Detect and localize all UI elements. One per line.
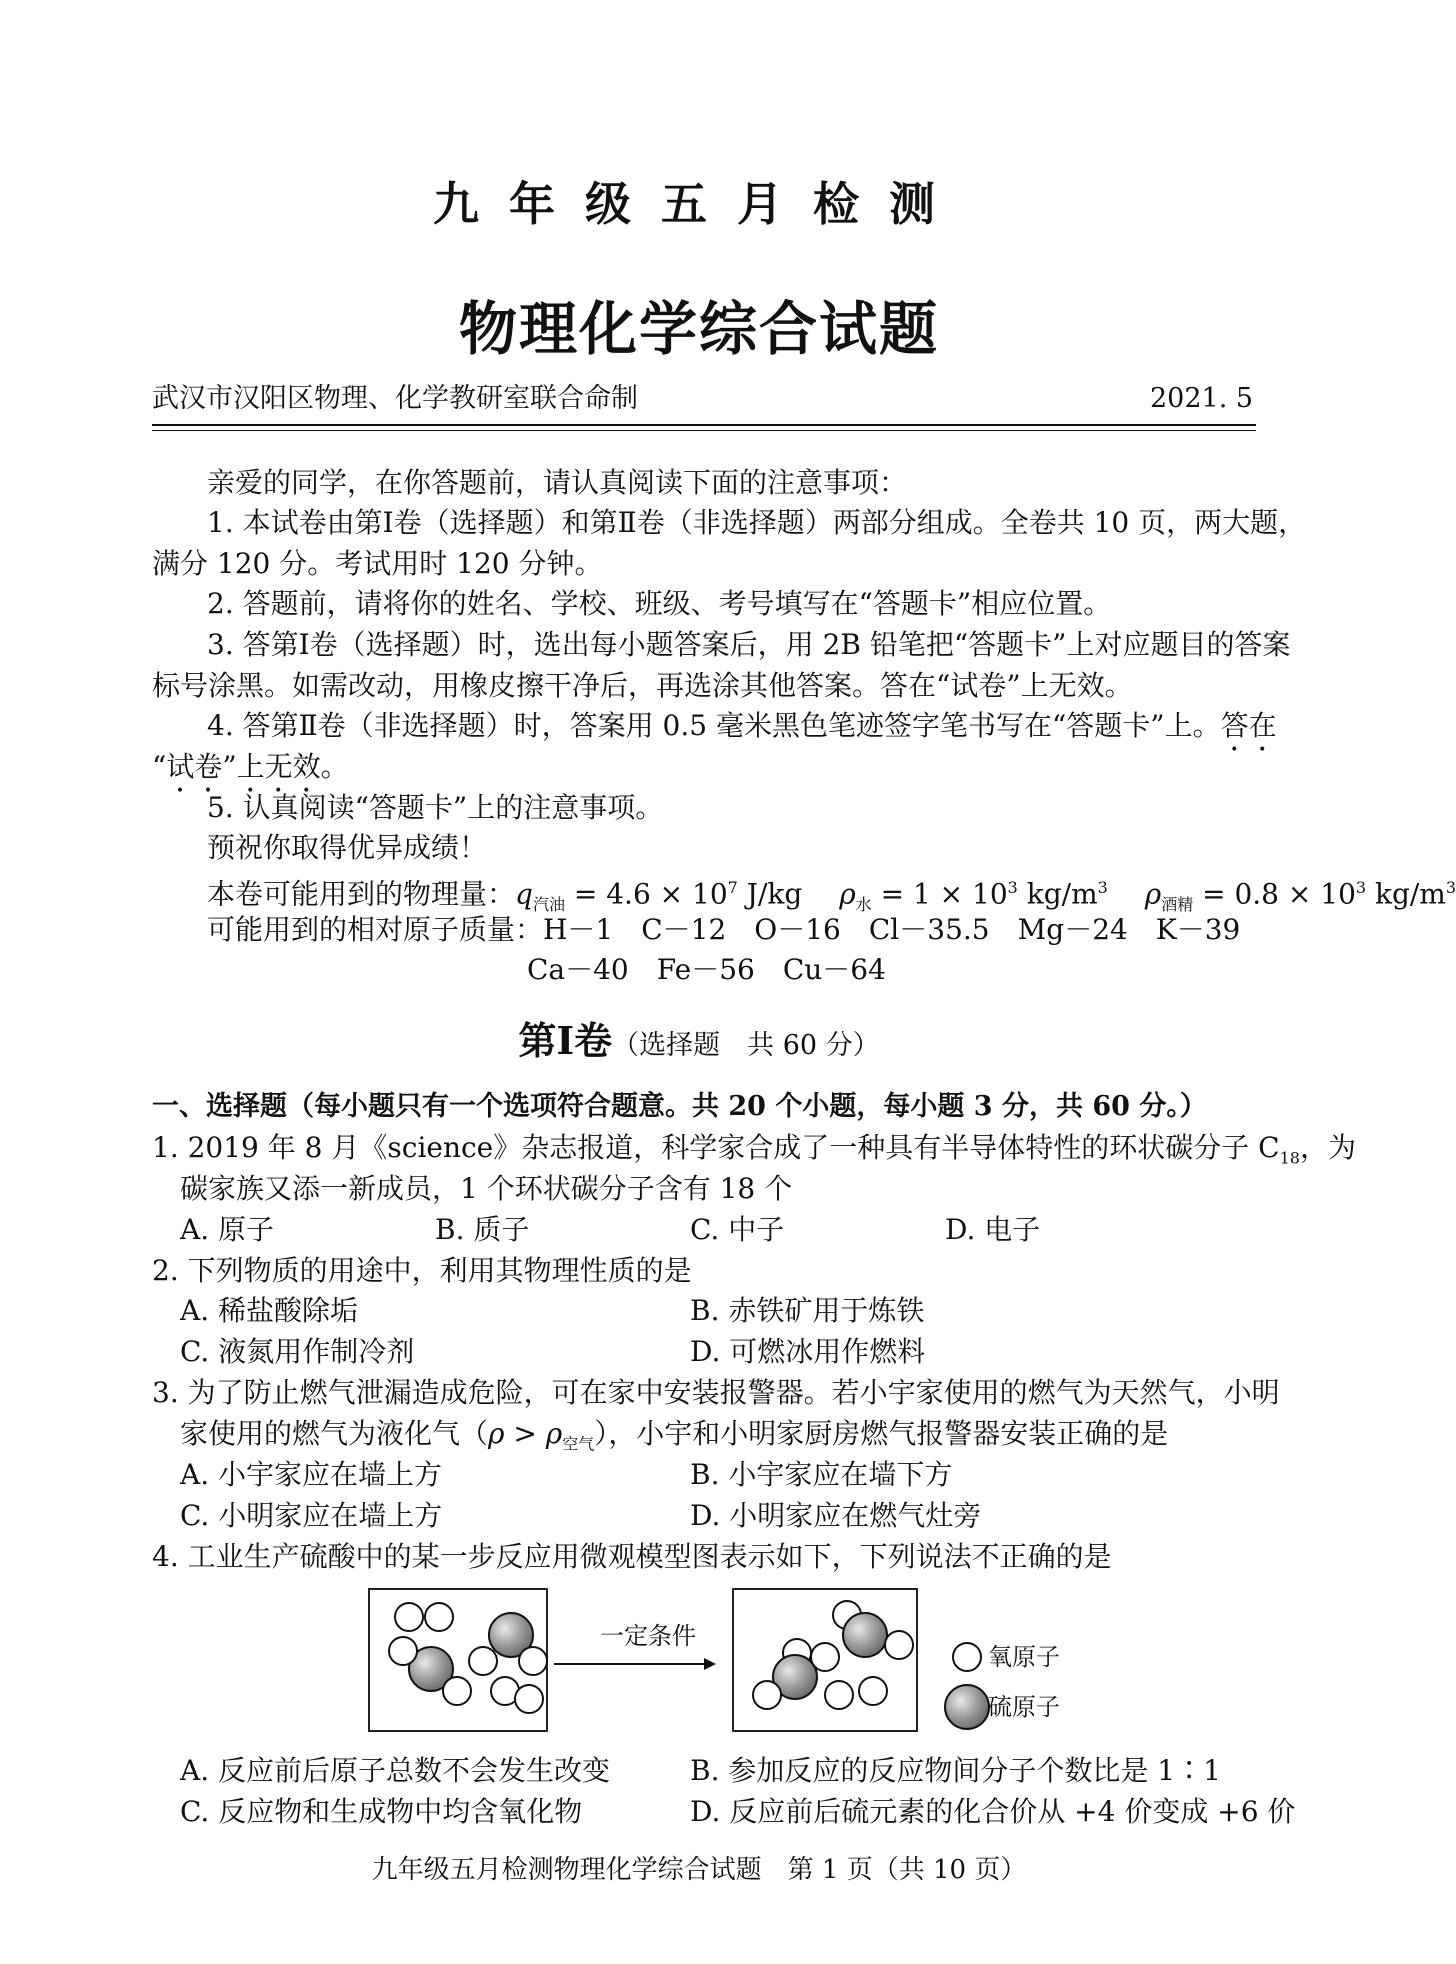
legend-oxygen-label: 氧原子	[988, 1643, 1060, 1671]
notice-item-5: 5. 认真阅读“答题卡”上的注意事项。	[207, 791, 664, 824]
section-heading: 一、选择题（每小题只有一个选项符合题意。共 20 个小题，每小题 3 分，共 60 分。）	[152, 1091, 1207, 1122]
oxygen-atom	[752, 1680, 782, 1710]
physics-label: 本卷可能用到的物理量：	[207, 877, 516, 911]
q-value: = 4.6 × 10	[564, 877, 728, 911]
question-3-subscript: 空气	[562, 1434, 595, 1454]
notice-wish: 预祝你取得优异成绩！	[207, 831, 488, 864]
notice-item-4a-text: 4. 答第Ⅱ卷（非选择题）时，答案用 0.5 毫米黑色笔迹签字笔书写在“答题卡”上。	[207, 709, 1221, 742]
rho-alcohol-exponent: 3	[1355, 878, 1367, 897]
oxygen-atom	[514, 1684, 544, 1714]
reaction-condition-label: 一定条件	[600, 1622, 696, 1650]
issuer-text: 武汉市汉阳区物理、化学教研室联合命制	[152, 383, 638, 414]
q-symbol: q	[515, 877, 533, 911]
oxygen-atom	[518, 1646, 548, 1676]
notice-intro: 亲爱的同学，在你答题前，请认真阅读下面的注意事项：	[207, 466, 908, 499]
notice-item-3a: 3. 答第Ⅰ卷（选择题）时，选出每小题答案后，用 2B 铅笔把“答题卡”上对应题目的答案	[207, 628, 1291, 661]
reactants-box	[368, 1588, 548, 1732]
notice-item-1a: 1. 本试卷由第Ⅰ卷（选择题）和第Ⅱ卷（非选择题）两部分组成。全卷共 10 页，两大题，	[207, 506, 1307, 539]
question-1-option-a: A. 原子	[180, 1213, 275, 1246]
question-2-text: 2. 下列物质的用途中，利用其物理性质的是	[152, 1254, 692, 1287]
question-3-text: 家使用的燃气为液化气（	[180, 1417, 489, 1450]
notice-item-4b-end: 。	[320, 750, 349, 783]
rho-alcohol-subscript: 酒精	[1161, 894, 1194, 914]
question-1-line-2: 碳家族又添一新成员，1 个环状碳分子含有 18 个	[180, 1172, 793, 1205]
question-4-text: 4. 工业生产硫酸中的某一步反应用微观模型图表示如下，下列说法不正确的是	[152, 1540, 1112, 1573]
oxygen-atom	[858, 1676, 888, 1706]
question-3-text-end: ），小宇和小明家厨房燃气报警器安装正确的是	[594, 1417, 1169, 1450]
rho-alcohol-unit-exponent: 3	[1445, 878, 1456, 897]
question-3-option-b: B. 小宇家应在墙下方	[690, 1458, 953, 1491]
question-4-option-d: D. 反应前后硫元素的化合价从 +4 价变成 +6 价	[690, 1795, 1296, 1828]
question-1-text: 1. 2019 年 8 月《science》杂志报道，科学家合成了一种具有半导体特性的环状碳分子 C	[152, 1131, 1280, 1164]
oxygen-atom	[388, 1636, 418, 1666]
question-4-option-a: A. 反应前后原子总数不会发生改变	[180, 1754, 611, 1787]
legend-sulfur-icon	[944, 1684, 990, 1730]
question-3-rho: ρ	[488, 1417, 505, 1450]
header-divider-thin	[152, 430, 1256, 431]
question-1-option-c: C. 中子	[690, 1213, 785, 1246]
section-title-main: 第Ⅰ卷	[518, 1018, 613, 1063]
atomic-mass-line-2: Ca－40 Fe－56 Cu－64	[527, 953, 886, 986]
q-unit: J/kg	[737, 877, 803, 911]
oxygen-atom	[810, 1642, 840, 1672]
question-2-option-d: D. 可燃冰用作燃料	[690, 1335, 926, 1368]
exam-date: 2021. 5	[1150, 383, 1254, 414]
notice-item-4a-emphasis: 答在	[1220, 709, 1277, 742]
question-3-option-d: D. 小明家应在燃气灶旁	[690, 1499, 982, 1532]
header-divider-thick	[152, 424, 1256, 426]
question-3-rho-air: ρ	[545, 1417, 563, 1450]
question-4-option-b: B. 参加反应的反应物间分子个数比是 1∶1	[690, 1754, 1221, 1787]
rho-water-unit-exponent: 3	[1097, 878, 1108, 897]
rho-water-subscript: 水	[855, 894, 872, 914]
rho-water-exponent: 3	[1007, 878, 1018, 897]
rho-water-unit: kg/m	[1017, 877, 1098, 911]
notice-item-2: 2. 答题前，请将你的姓名、学校、班级、考号填写在“答题卡”相应位置。	[207, 587, 1112, 620]
notice-item-4a	[207, 707, 1277, 758]
exam-header-title: 九年级五月检测	[433, 177, 965, 231]
question-3-option-c: C. 小明家应在墙上方	[180, 1499, 443, 1532]
question-2-option-b: B. 赤铁矿用于炼铁	[690, 1294, 925, 1327]
rho-alcohol-symbol: ρ	[1144, 877, 1162, 911]
notice-item-3b: 标号涂黑。如需改动，用橡皮擦干净后，再选涂其他答案。答在“试卷”上无效。	[152, 669, 1133, 702]
oxygen-atom	[468, 1646, 498, 1676]
oxygen-atom	[394, 1602, 424, 1632]
question-1-option-b: B. 质子	[435, 1213, 530, 1246]
question-3-option-a: A. 小宇家应在墙上方	[180, 1458, 443, 1491]
legend-sulfur-label: 硫原子	[988, 1693, 1060, 1721]
question-1-option-d: D. 电子	[945, 1213, 1041, 1246]
rho-water-symbol: ρ	[839, 877, 856, 911]
oxygen-atom	[424, 1602, 454, 1632]
oxygen-atom	[824, 1680, 854, 1710]
notice-item-1b: 满分 120 分。考试用时 120 分钟。	[152, 547, 603, 580]
q-subscript: 汽油	[532, 894, 565, 914]
rho-alcohol-value: = 0.8 × 10	[1193, 877, 1356, 911]
question-3-line-1: 3. 为了防止燃气泄漏造成危险，可在家中安装报警器。若小宇家使用的燃气为天然气，小明	[152, 1376, 1280, 1409]
notice-item-4b-emphasis: “试卷”上无效	[152, 750, 321, 783]
exam-subject-title: 物理化学综合试题	[458, 295, 939, 363]
question-2-option-a: A. 稀盐酸除垢	[180, 1294, 359, 1327]
question-1-subscript: 18	[1279, 1148, 1300, 1168]
question-2-option-c: C. 液氮用作制冷剂	[180, 1335, 415, 1368]
q-exponent: 7	[727, 878, 738, 897]
question-1-text-end: ，为	[1299, 1131, 1356, 1164]
page-footer: 九年级五月检测物理化学综合试题 第 1 页（共 10 页）	[371, 1855, 1027, 1885]
oxygen-atom	[442, 1676, 472, 1706]
atomic-mass-line-1: 可能用到的相对原子质量：H－1 C－12 O－16 Cl－35.5 Mg－24 K－39	[207, 913, 1241, 946]
question-4-option-c: C. 反应物和生成物中均含氧化物	[180, 1795, 583, 1828]
question-3-gt: >	[504, 1417, 546, 1450]
section-title	[0, 1018, 1398, 1072]
oxygen-atom	[884, 1630, 914, 1660]
rho-alcohol-unit: kg/m	[1366, 877, 1446, 911]
products-box	[732, 1588, 918, 1732]
rho-water-value: = 1 × 10	[871, 877, 1008, 911]
sulfur-atom	[842, 1612, 888, 1658]
section-title-sub: （选择题 共 60 分）	[612, 1030, 880, 1061]
legend-oxygen-icon	[952, 1642, 982, 1672]
